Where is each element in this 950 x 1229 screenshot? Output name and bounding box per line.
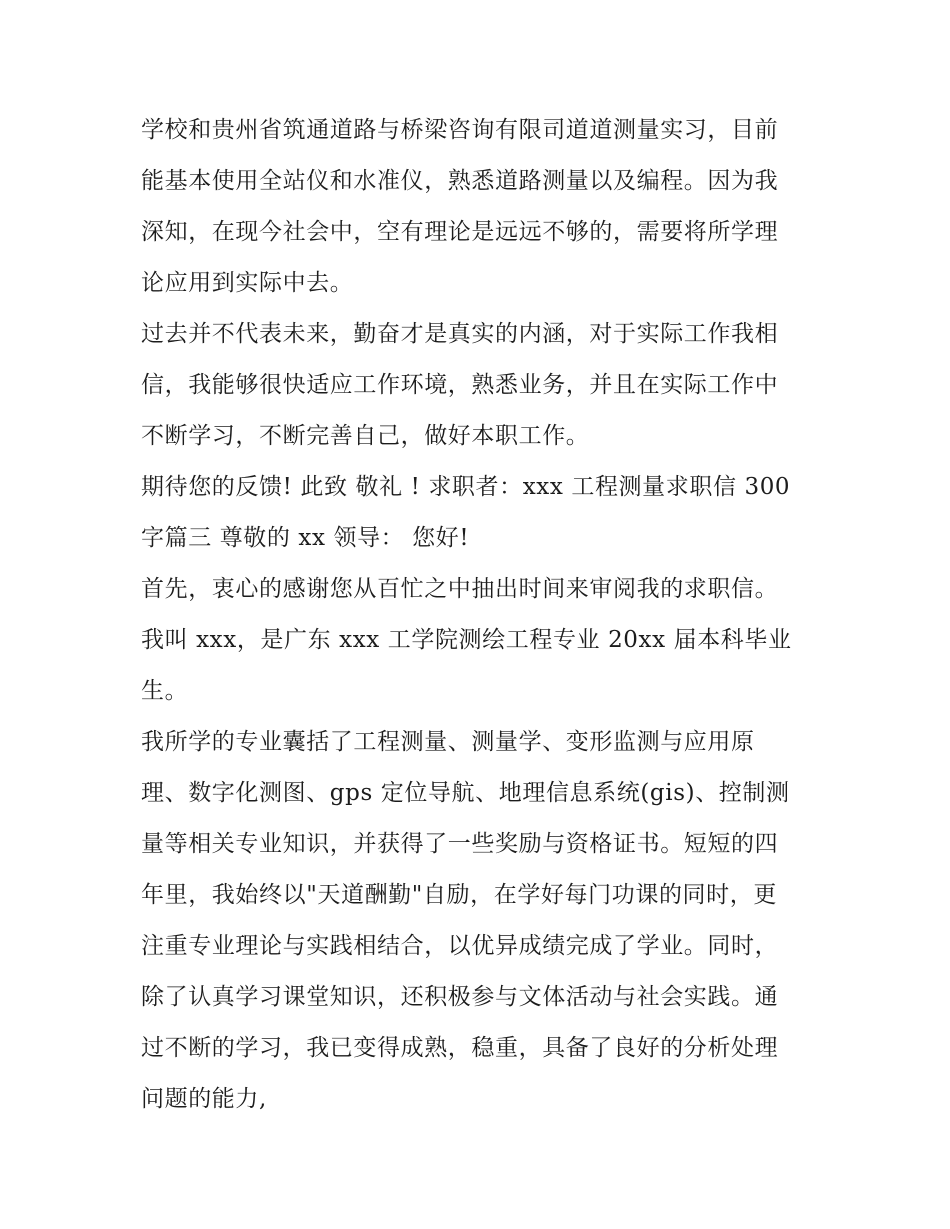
text-line: 首先，衷心的感谢您从百忙之中抽出时间来审阅我的求职信。 [141, 576, 779, 602]
text-line: 量等相关专业知识，并获得了一些奖励与资格证书。短短的四 [141, 831, 779, 857]
text-line: 字篇三 尊敬的 xx 领导： 您好! [141, 525, 470, 551]
text-line: 期待您的反馈! 此致 敬礼 ! 求职者：xxx 工程测量求职信 300 [141, 474, 791, 500]
text-line: 能基本使用全站仪和水准仪，熟悉道路测量以及编程。因为我 [141, 168, 779, 194]
text-line: 信，我能够很快适应工作环境，熟悉业务，并且在实际工作中 [141, 372, 779, 398]
text-line: 深知，在现今社会中，空有理论是远远不够的，需要将所学理 [141, 219, 779, 245]
text-line: 我叫 xxx，是广东 xxx 工学院测绘工程专业 20xx 届本科毕业 [141, 627, 792, 653]
text-line: 理、数字化测图、gps 定位导航、地理信息系统(gis)、控制测 [141, 780, 790, 806]
text-line: 论应用到实际中去。 [141, 270, 354, 296]
text-line: 过不断的学习，我已变得成熟，稳重，具备了良好的分析处理 [141, 1035, 779, 1061]
text-line: 除了认真学习课堂知识，还积极参与文体活动与社会实践。通 [141, 984, 779, 1010]
text-line: 不断学习，不断完善自己，做好本职工作。 [141, 423, 590, 449]
text-line: 年里，我始终以"天道酬勤"自励，在学好每门功课的同时，更 [141, 882, 777, 908]
text-line: 问题的能力, [141, 1086, 267, 1112]
text-line: 学校和贵州省筑通道路与桥梁咨询有限司道道测量实习，目前 [141, 117, 779, 143]
text-line: 生。 [141, 678, 189, 704]
text-line: 过去并不代表未来，勤奋才是真实的内涵，对于实际工作我相 [141, 321, 779, 347]
text-line: 注重专业理论与实践相结合，以优异成绩完成了学业。同时， [141, 933, 779, 959]
text-line: 我所学的专业囊括了工程测量、测量学、变形监测与应用原 [141, 729, 755, 755]
